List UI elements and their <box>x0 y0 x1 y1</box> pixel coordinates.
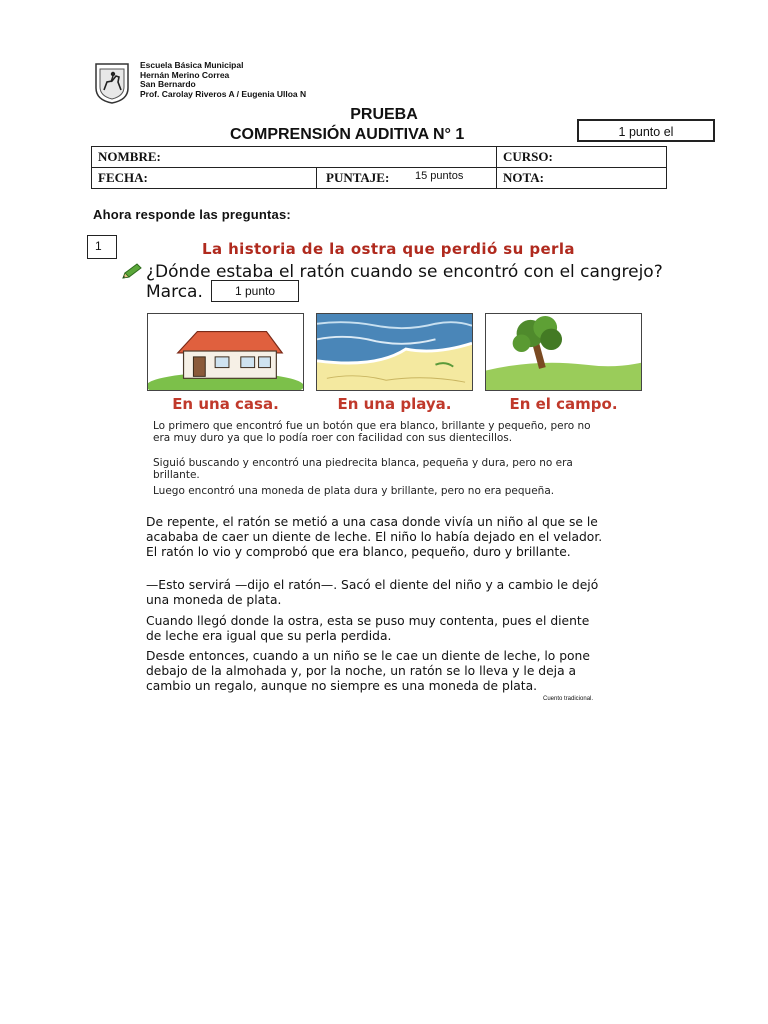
field-picture[interactable] <box>485 313 642 391</box>
option-casa[interactable]: En una casa. <box>172 395 279 413</box>
story-paragraph: De repente, el ratón se metió a una casa donde vivía un niño al que se le acababa de caer un diente de leche. El niño lo había dejado en el velador. El ratón lo vio y comprobó que era blanco, pequeño, duro y brillante. <box>146 515 603 559</box>
pencil-icon <box>121 262 143 280</box>
story-paragraph: —Esto servirá —dijo el ratón—. Sacó el diente del niño y a cambio le dejó una moneda de plata. <box>146 578 599 607</box>
option-playa[interactable]: En una playa. <box>337 395 452 413</box>
page-title: PRUEBA <box>350 106 418 123</box>
story-paragraph-small: Luego encontró una moneda de plata dura y brillante, pero no era pequeña. <box>153 485 555 497</box>
fecha-field[interactable]: FECHA: <box>92 168 317 189</box>
points-box: 1 punto el <box>577 119 715 142</box>
house-picture[interactable] <box>147 313 304 391</box>
nombre-field[interactable]: NOMBRE: <box>92 147 497 168</box>
school-name: Escuela Básica Municipal <box>140 60 244 70</box>
option-campo[interactable]: En el campo. <box>509 395 618 413</box>
puntaje-value: 15 puntos <box>415 170 464 182</box>
school-teachers: Prof. Carolay Riveros A / Eugenia Ulloa N <box>140 88 307 99</box>
school-logo <box>94 62 130 104</box>
story-source: Cuento tradicional. <box>543 696 594 702</box>
nota-field[interactable]: NOTA: <box>497 168 667 189</box>
marca-instruction: Marca. <box>146 282 203 302</box>
beach-picture[interactable] <box>316 313 473 391</box>
puntaje-field[interactable]: PUNTAJE: <box>317 168 497 189</box>
story-paragraph-small: Lo primero que encontró fue un botón que era blanco, brillante y pequeño, pero no era muy duro ya que lo podía roer con facilidad con sus dientecillos. <box>153 420 591 444</box>
school-info <box>140 61 306 99</box>
school-city: San Bernardo <box>140 79 196 90</box>
story-paragraph: Cuando llegó donde la ostra, esta se puso muy contenta, pues el diente de leche era igual que su perla perdida. <box>146 614 590 643</box>
story-paragraph: Desde entonces, cuando a un niño se le cae un diente de leche, lo pone debajo de la almohada y, por la noche, un ratón se lo lleva y le deja a cambio un regalo, aunque no siempre es una moneda de plata. <box>146 649 590 693</box>
page-subtitle: COMPRENSIÓN AUDITIVA N° 1 <box>230 126 465 143</box>
school-subname: Hernán Merino Correa <box>140 69 230 80</box>
student-info-table <box>91 146 667 189</box>
story-paragraph-small: Siguió buscando y encontró una piedrecita blanca, pequeña y dura, pero no era brillante. <box>153 457 573 481</box>
question-points-box: 1 punto <box>211 280 299 302</box>
curso-field[interactable]: CURSO: <box>497 147 667 168</box>
question-number-box: 1 <box>87 235 117 259</box>
instruction-text: Ahora responde las preguntas: <box>93 207 291 222</box>
question-text: ¿Dónde estaba el ratón cuando se encontró con el cangrejo? <box>146 262 663 282</box>
story-title: La historia de la ostra que perdió su perla <box>202 240 575 258</box>
